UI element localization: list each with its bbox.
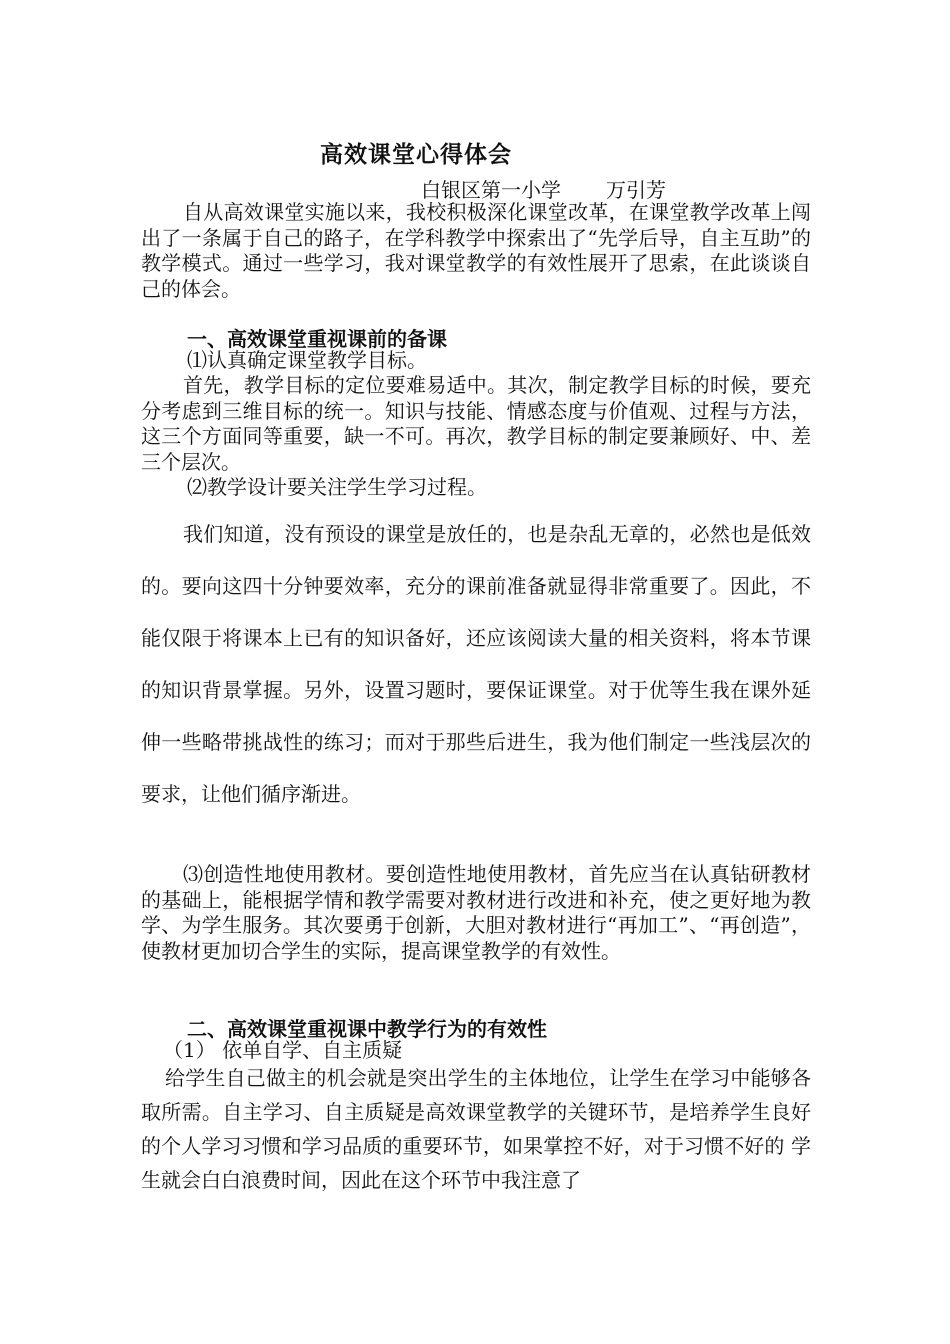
document-title: 高效课堂心得体会 <box>320 141 512 168</box>
section1-para2: 我们知道，没有预设的课堂是放任的，也是杂乱无章的，必然也是低效的。要向这四十分钟要效率，充分的课前准备就显得非常重要了。因此，不能仅限于将课本上已有的知识备好，还应该阅读大量的相关资料，将本节课的知识背景掌握。另外，设置习题时，要保证课堂。对于优等生我在课外延伸一些略带挑战性的练习；而对于那些后进生，我为他们制定一些浅层次的要求，让他们循序渐进。 <box>141 522 811 806</box>
author-line <box>421 174 666 203</box>
section2-heading: 二、高效课堂重视课中教学行为的有效性 <box>187 1017 547 1041</box>
author-name: 万引芳 <box>606 178 666 202</box>
section1-item2: ⑵教学设计要关注学生学习过程。 <box>187 475 487 499</box>
section2-item1: （1） 依单自学、自主质疑 <box>163 1038 403 1062</box>
section1-heading: 一、高效课堂重视课前的备课 <box>187 327 447 351</box>
section1-item1: ⑴认真确定课堂教学目标。 <box>187 348 427 372</box>
section1-para3: ⑶创造性地使用教材。要创造性地使用教材，首先应当在认真钻研教材的基础上，能根据学情和教学需要对教材进行改进和补充，使之更好地为教学、为学生服务。其次要勇于创新，大胆对教材进行“再加工”、“再创造”，使教材更加切合学生的实际，提高课堂教学的有效性。 <box>141 862 811 963</box>
author-school: 白银区第一小学 <box>421 178 561 202</box>
section2-para1: 给学生自己做主的机会就是突出学生的主体地位，让学生在学习中能够各取所需。自主学习、自主质疑是高效课堂教学的关键环节，是培养学生良好的个人学习习惯和学习品质的重要环节，如果掌控不好，对于习惯不好的 学生就会白白浪费时间，因此在这个环节中我注意了 <box>141 1066 811 1192</box>
intro-paragraph: 自从高效课堂实施以来，我校积极深化课堂改革，在课堂教学改革上闯出了一条属于自己的路子，在学科教学中探索出了“先学后导，自主互助”的教学模式。通过一些学习，我对课堂教学的有效性展开了思索，在此谈谈自己的体会。 <box>141 200 811 301</box>
section1-para1: 首先，教学目标的定位要难易适中。其次，制定教学目标的时候，要充分考虑到三维目标的统一。知识与技能、情感态度与价值观、过程与方法，这三个方面同等重要，缺一不可。再次，教学目标的制定要兼顾好、中、差三个层次。 <box>141 373 811 474</box>
